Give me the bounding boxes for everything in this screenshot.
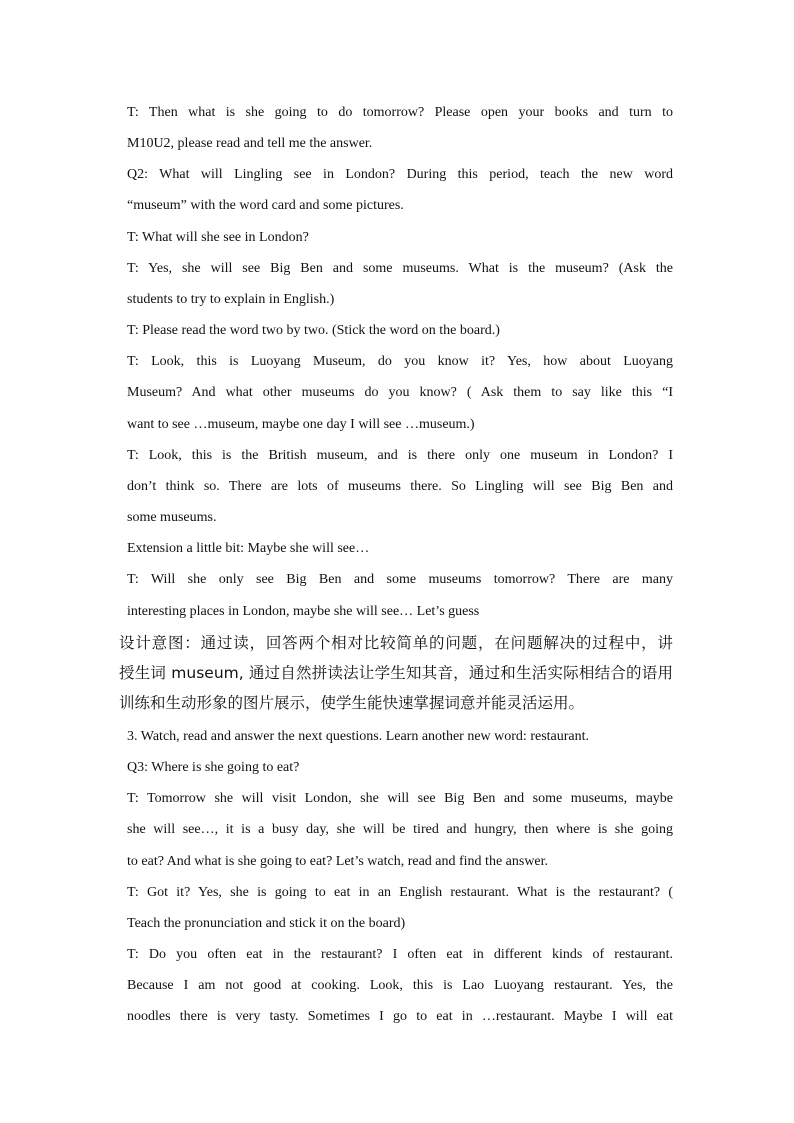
text-line: Teach the pronunciation and stick it on the board): [127, 916, 406, 931]
text-line: T: Yes, she will see Big Ben and some museums. What is the museum? (Ask the: [127, 261, 673, 276]
text-line: Q3: Where is she going to eat?: [127, 760, 300, 775]
text-line: students to try to explain in English.): [127, 292, 335, 307]
text-line: she will see…, it is a busy day, she will be tired and hungry, then where is she going: [127, 822, 673, 837]
text-line: T: Look, this is the British museum, and is there only one museum in London? I: [127, 448, 673, 463]
text-line: Q2: What will Lingling see in London? During this period, teach the new word: [127, 167, 673, 182]
text-line: Museum? And what other museums do you know? ( Ask them to say like this “I: [127, 385, 673, 400]
text-line: T: Tomorrow she will visit London, she will see Big Ben and some museums, maybe: [127, 791, 673, 806]
text-line: T: Will she only see Big Ben and some museums tomorrow? There are many: [127, 572, 673, 587]
design-intent-line: 授生词 museum, 通过自然拼读法让学生知其音，通过和生活实际相结合的语用: [119, 664, 673, 682]
design-intent-line: 训练和生动形象的图片展示，使学生能快速掌握词意并能灵活运用。: [119, 694, 585, 712]
text-line: T: Then what is she going to do tomorrow? Please open your books and turn to: [127, 105, 673, 120]
text-line: Extension a little bit: Maybe she will see…: [127, 541, 370, 556]
text-line: T: Do you often eat in the restaurant? I often eat in different kinds of restaurant.: [127, 947, 673, 962]
text-line: T: Please read the word two by two. (Stick the word on the board.): [127, 323, 500, 338]
design-intent-line: 设计意图：通过读，回答两个相对比较简单的问题，在问题解决的过程中，讲: [119, 634, 673, 652]
text-line: “museum” with the word card and some pictures.: [127, 198, 404, 213]
text-line: M10U2, please read and tell me the answer.: [127, 136, 373, 151]
text-line: to eat? And what is she going to eat? Let’s watch, read and find the answer.: [127, 854, 549, 869]
text-line: noodles there is very tasty. Sometimes I go to eat in …restaurant. Maybe I will eat: [127, 1009, 673, 1024]
text-line: don’t think so. There are lots of museums there. So Lingling will see Big Ben and: [127, 479, 673, 494]
text-line: 3. Watch, read and answer the next questions. Learn another new word: restaurant.: [127, 729, 590, 744]
text-line: T: Got it? Yes, she is going to eat in an English restaurant. What is the restaurant? (: [127, 885, 673, 900]
text-line: some museums.: [127, 510, 217, 525]
text-line: interesting places in London, maybe she will see… Let’s guess: [127, 604, 480, 619]
text-line: Because I am not good at cooking. Look, this is Lao Luoyang restaurant. Yes, the: [127, 978, 673, 993]
text-line: T: What will she see in London?: [127, 230, 309, 245]
text-line: want to see …museum, maybe one day I will see …museum.): [127, 417, 475, 432]
text-line: T: Look, this is Luoyang Museum, do you know it? Yes, how about Luoyang: [127, 354, 673, 369]
